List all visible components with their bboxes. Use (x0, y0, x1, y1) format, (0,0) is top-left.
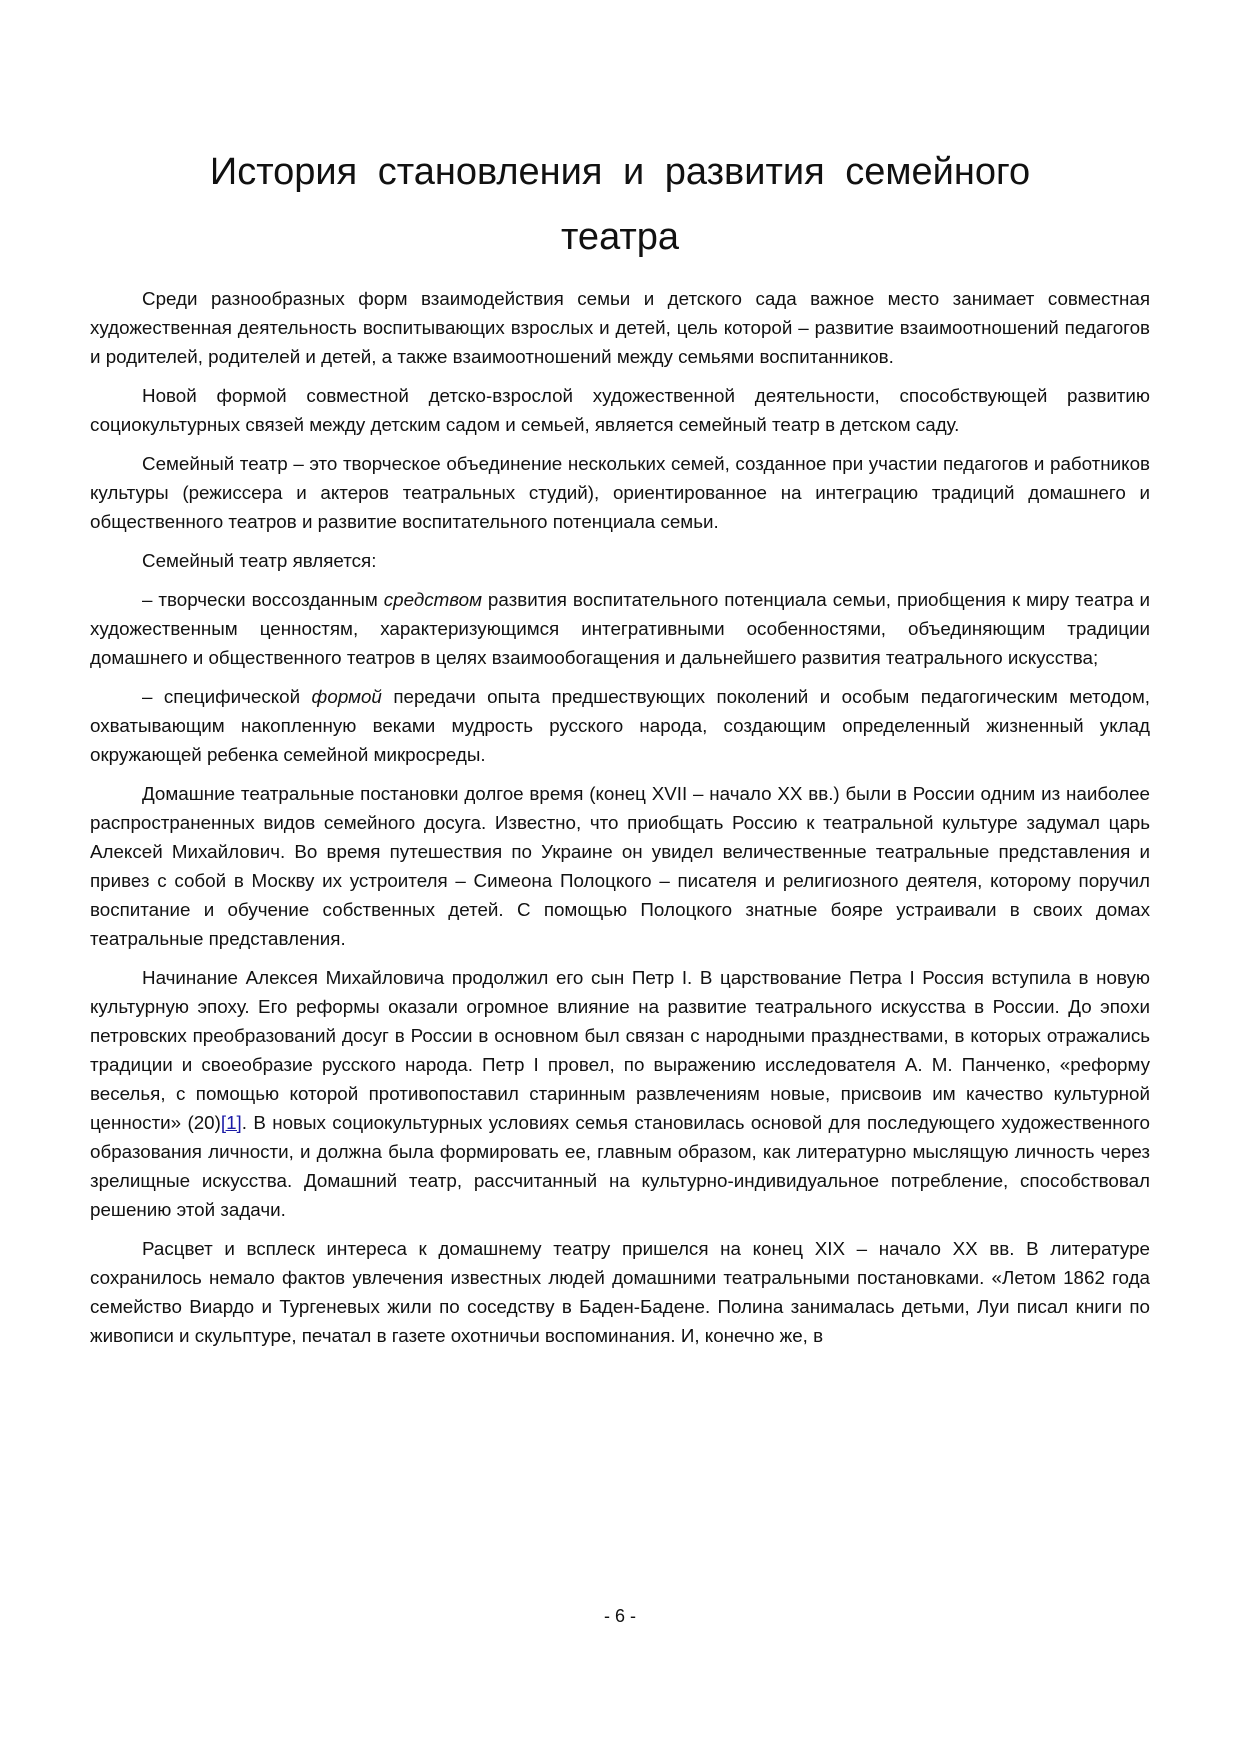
paragraph-6-text-after: передачи опыта предшествующих поколений и особым педагогическим методом, охватывающим накопленную веками мудрость русского народа, создающим определенный жизненный уклад окружающей ребенка семейной микросреды. (90, 686, 1150, 765)
paragraph-6-text-before: – специфической (142, 686, 312, 707)
title-line-1: История становления и развития семейного (209, 151, 1031, 193)
paragraph-5-text-before: – творчески воссозданным (142, 589, 384, 610)
paragraph-5-emphasis: средством (383, 589, 482, 610)
paragraph-4: Семейный театр является: (142, 550, 377, 571)
paragraph-1: Среди разнообразных форм взаимодействия семьи и детского сада важное место занимает совместная художественная деятельность воспитывающих взрослых и детей, цель которой – развитие взаимоотношений педагогов и родителей, родителей и детей, а также взаимоотношений между семьями воспитанников. (90, 288, 1150, 367)
page-content (90, 140, 1150, 1360)
paragraph-6-emphasis: формой (311, 686, 382, 707)
footnote-link[interactable]: [1] (220, 1112, 242, 1133)
paragraph-7: Домашние театральные постановки долгое время (конец XVII – начало XX вв.) были в России одним из наиболее распространенных видов семейного досуга. Известно, что приобщать Россию к театральной культуре задумал царь Алексей Михайлович. Во время путешествия по Украине он увидел величественные театральные представления и привез с собой в Москву их устроителя – Симеона Полоцкого – писателя и религиозного деятеля, которому поручил воспитание и обучение собственных детей. С помощью Полоцкого знатные бояре устраивали в своих домах театральные представления. (90, 783, 1150, 949)
paragraph-8-text-before: Начинание Алексея Михайловича продолжил его сын Петр I. В царствование Петра I Россия вступила в новую культурную эпоху. Его реформы оказали огромное влияние на развитие театрального искусства в России. До эпохи петровских преобразований досуг в России в основном был связан с народными празднествами, в которых отражались традиции и своеобразие русского народа. Петр I провел, по выражению исследователя А. М. Панченко, «реформу веселья, с помощью которой противопоставил старинным развлечениям новые, присвоив им качество культурной ценности» (20) (90, 967, 1150, 1133)
paragraph-8-text-after: . В новых социокультурных условиях семья становилась основой для последующего художественного образования личности, и должна была формировать ее, главным образом, как литературно мыслящую личность через зрелищные искусства. Домашний театр, рассчитанный на культурно-индивидуальное потребление, способствовал решению этой задачи. (90, 1112, 1150, 1220)
paragraph-8 (90, 963, 1150, 1224)
paragraph-3: Семейный театр – это творческое объединение нескольких семей, созданное при участии педагогов и работников культуры (режиссера и актеров театральных студий), ориентированное на интеграцию традиций домашнего и общественного театров и развитие воспитательного потенциала семьи. (90, 453, 1150, 532)
paragraph-2: Новой формой совместной детско-взрослой художественной деятельности, способствующей развитию социокультурных связей между детским садом и семьей, является семейный театр в детском саду. (90, 385, 1150, 435)
title-line-2: театра (560, 216, 680, 258)
document-title (90, 140, 1150, 270)
paragraph-9: Расцвет и всплеск интереса к домашнему театру пришелся на конец XIX – начало XX вв. В литературе сохранилось немало фактов увлечения известных людей домашними театральными постановками. «Летом 1862 года семейство Виардо и Тургеневых жили по соседству в Баден-Бадене. Полина занималась детьми, Луи писал книги по живописи и скульптуре, печатал в газете охотничьи воспоминания. И, конечно же, в (90, 1238, 1150, 1346)
paragraph-6 (90, 682, 1150, 769)
page-number: - 6 - (603, 1606, 636, 1626)
paragraph-5-text-after: развития воспитательного потенциала семьи, приобщения к миру театра и художественным ценностям, характеризующимся интегративными особенностями, объединяющим традиции домашнего и общественного театров в целях взаимообогащения и дальнейшего развития театрального искусства; (90, 589, 1150, 668)
paragraph-5 (90, 585, 1150, 672)
